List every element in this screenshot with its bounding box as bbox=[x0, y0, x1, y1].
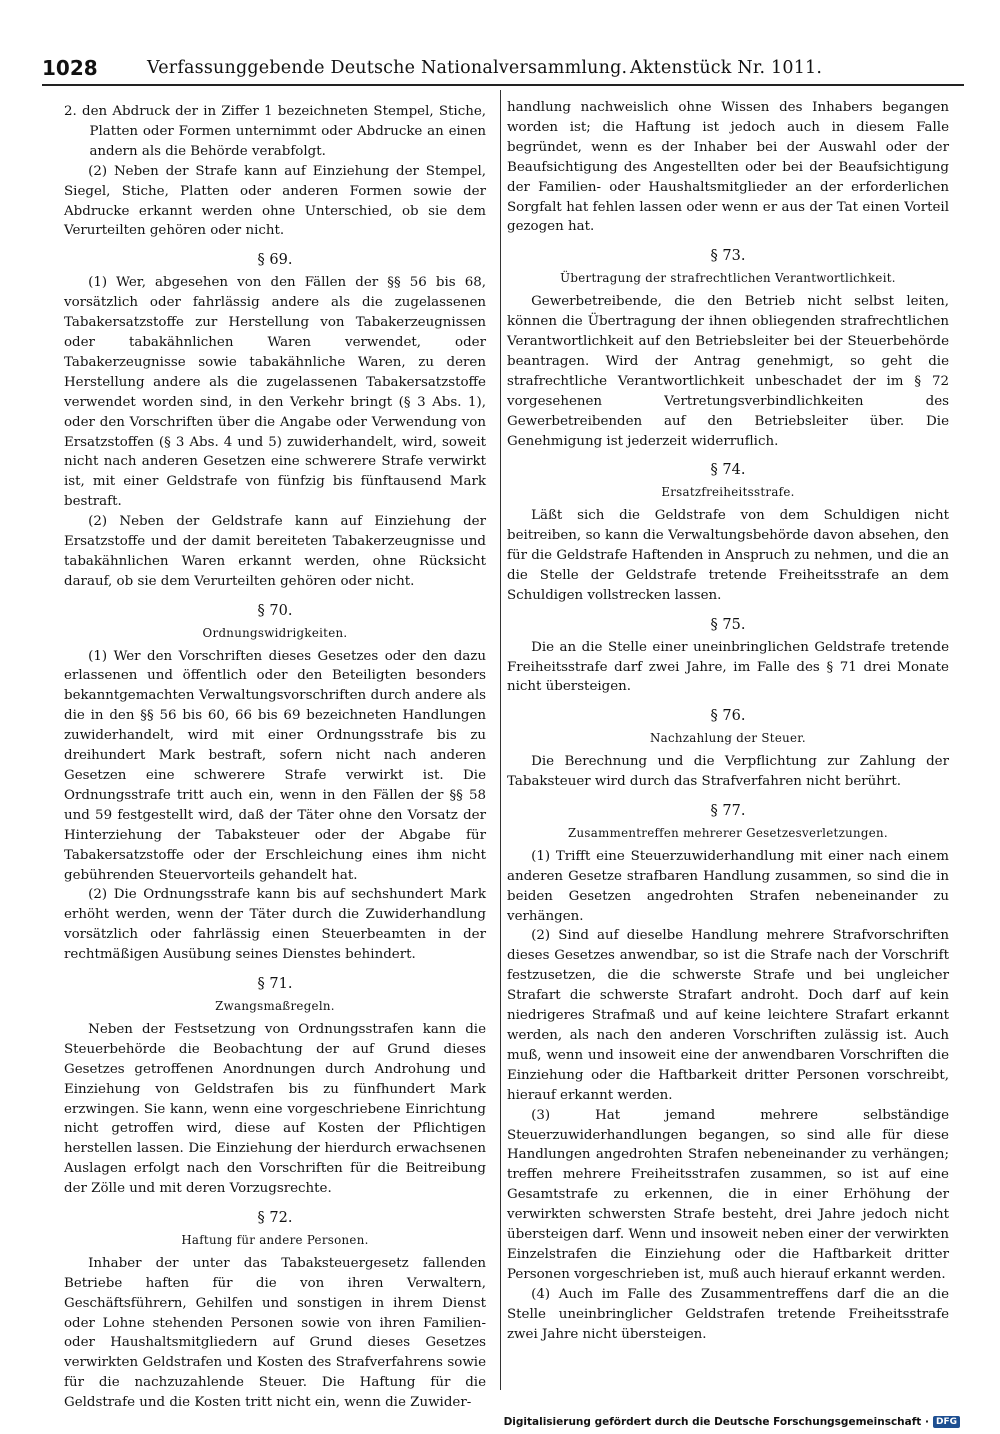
paragraph: (2) Neben der Geldstrafe kann auf Einziehung der Ersatzstoffe und der damit bereiteten Tabakerzeugnisse und tabakähnlichen Waren erkannt werden, ohne Rücksicht darauf, ob sie dem Verurteilten gehören oder nicht. bbox=[64, 514, 486, 589]
paragraph: (4) Auch im Falle des Zusammentreffens darf die an die Stelle uneinbringlicher Geldstrafen tretende Freiheitsstrafe zwei Jahre nicht übersteigen. bbox=[507, 1286, 949, 1342]
paragraph: Neben der Festsetzung von Ordnungsstrafen kann die Steuerbehörde die Beobachtung der auf Grund dieses Gesetzes getroffenen Anordnungen durch Androhung und Einziehung von Geldstrafen bis zu fünfhundert Mark erzwingen. Sie kann, wenn eine vorgeschriebene Einrichtung nicht getroffen wird, diese auf Kosten der Pflichtigen herstellen lassen. Die Einziehung der hierdurch erwachsenen Auslagen erfolgt nach den Vorschriften für die Beitreibung der Zölle und mit deren Vorzugsrechte. bbox=[64, 1021, 486, 1197]
paragraph: (1) Wer den Vorschriften dieses Gesetzes oder den dazu erlassenen und öffentlich oder den Beteiligten besonders bekanntgemachten Verwaltungsvorschriften durch andere als die in den §§ 56 bis 60, 66 bis 69 bezeichneten Handlungen zuwiderhandelt, wird mit einer Ordnungsstrafe bis zu dreihundert Mark bestraft, sofern nicht nach anderen Gesetzen eine schwerere Strafe verwirkt ist. Die Ordnungsstrafe tritt auch ein, wenn in den Fällen der §§ 58 und 59 festgestellt wird, daß der Täter ohne den Vorsatz der Hinterziehung der Tabaksteuer oder der Abgabe für Tabakersatzstoffe oder der Erschleichung eines ihm nicht gebührenden Steuervorteils gehandelt hat. bbox=[64, 648, 486, 883]
page-header bbox=[42, 50, 964, 82]
page-number: 1028 bbox=[42, 56, 98, 80]
paragraph: Läßt sich die Geldstrafe von dem Schuldigen nicht beitreiben, so kann die Verwaltungsbehörde davon absehen, den für die Geldstrafe Haftenden in Anspruch zu nehmen, und die an die Stelle der Geldstrafe tretende Freiheitsstrafe an dem Schuldigen vollstrecken lassen. bbox=[507, 508, 949, 603]
section-title: Zwangsmaßregeln. bbox=[215, 998, 335, 1013]
digitization-credit bbox=[504, 1416, 960, 1428]
section-heading: § 74. bbox=[710, 462, 746, 479]
paragraph: Die Berechnung und die Verpflichtung zur Zahlung der Tabaksteuer wird durch das Strafverfahren nicht berührt. bbox=[507, 754, 949, 790]
section-title: Ordnungswidrigkeiten. bbox=[202, 625, 348, 640]
section-heading: § 71. bbox=[257, 976, 293, 993]
paragraph: (2) Die Ordnungsstrafe kann bis auf sechshundert Mark erhöht werden, wenn der Täter durch die Zuwiderhandlung vorsätzlich oder fahrlässig einen Steuerbeamten in der rechtmäßigen Ausübung seines Dienstes behindert. bbox=[64, 887, 486, 963]
dfg-logo: DFG bbox=[933, 1416, 960, 1428]
section-heading: § 70. bbox=[257, 602, 293, 619]
section-heading: § 75. bbox=[710, 616, 746, 633]
section-heading: § 72. bbox=[257, 1210, 293, 1227]
section-title: Haftung für andere Personen. bbox=[181, 1232, 369, 1247]
paragraph: (1) Wer, abgesehen von den Fällen der §§ 56 bis 68, vorsätzlich oder fahrlässig andere als die zugelassenen Tabakersatzstoffe zur Herstellung von Tabakerzeugnissen oder tabakähnlichen Waren verwendet, oder Tabakerzeugnisse sowie tabakähnliche Waren, zu deren Herstellung andere als die zugelassenen Tabakersatzstoffe verwendet worden sind, in den Verkehr bringt (§ 3 Abs. 1), oder den Vorschriften über die Angabe oder Verwendung von Ersatzstoffen (§ 3 Abs. 4 und 5) zuwiderhandelt, wird, soweit nicht nach anderen Gesetzen eine schwerere Strafe verwirkt ist, mit einer Geldstrafe von fünfzig bis fünftausend Mark bestraft. bbox=[64, 275, 486, 510]
section-title: Zusammentreffen mehrerer Gesetzesverletzungen. bbox=[568, 825, 888, 840]
document-reference: Aktenstück Nr. 1011. bbox=[630, 58, 823, 78]
paragraph: Inhaber der unter das Tabaksteuergesetz fallenden Betriebe haften für die von ihren Verwaltern, Geschäftsführern, Gehilfen und sonstigen in ihrem Dienst oder Lohne stehenden Personen sowie von ihren Familien- oder Haushaltsmitgliedern auf Grund dieses Gesetzes verwirkten Geldstrafen und Kosten des Strafverfahrens sowie für die nachzuzahlende Steuer. Die Haftung für die Geldstrafe und die Kosten tritt nicht ein, wenn die Zuwider- bbox=[64, 1255, 486, 1411]
running-title: Verfassunggebende Deutsche Nationalversammlung. bbox=[147, 58, 628, 78]
section-heading: § 73. bbox=[710, 248, 746, 265]
section-heading: § 69. bbox=[257, 252, 293, 269]
header-rule bbox=[42, 84, 964, 86]
paragraph: handlung nachweislich ohne Wissen des Inhabers begangen worden ist; die Haftung ist jedoch auch in diesem Falle begründet, wenn es der Inhaber bei der Auswahl oder der Beaufsichtigung des Angestellten oder bei der Beaufsichtigung der Familien- oder Haushaltsmitglieder an der erforderlichen Sorgfalt hat fehlen lassen oder wenn er aus der Tat einen Vorteil gezogen hat. bbox=[507, 100, 949, 235]
paragraph: (2) Sind auf dieselbe Handlung mehrere Strafvorschriften dieses Gesetzes anwendbar, so ist die Strafe nach der Vorschrift festzusetzen, die die schwerste Strafe und bei ungleicher Strafart die schwerste Strafart androht. Doch darf auf kein niedrigeres Strafmaß und auf keine leichtere Strafart erkannt werden, als nach den anderen Vorschriften zulässig ist. Auch muß, wenn und insoweit eine der anwendbaren Vorschriften die Einziehung oder die Haftbarkeit dritter Personen vorschreibt, hierauf erkannt werden. bbox=[507, 928, 949, 1103]
page-footer bbox=[0, 1414, 1000, 1432]
paragraph: Gewerbetreibende, die den Betrieb nicht selbst leiten, können die Übertragung der ihnen obliegenden strafrechtlichen Verantwortlichkeit auf den Betriebsleiter bei der Steuerbehörde beantragen. Wird der Antrag genehmigt, so geht die strafrechtliche Verantwortlichkeit unbeschadet der im § 72 vorgesehenen Vertretungsverbindlichkeiten des Gewerbetreibenden auf den Betriebsleiter über. Die Genehmigung ist jederzeit widerruflich. bbox=[507, 294, 949, 449]
right-column bbox=[507, 98, 949, 1344]
paragraph: 2. den Abdruck der in Ziffer 1 bezeichneten Stempel, Stiche, Platten oder Formen unternimmt oder Abdrucke an einen andern als die Behörde verabfolgt. bbox=[64, 104, 486, 159]
paragraph: (3) Hat jemand mehrere selbständige Steuerzuwiderhandlungen begangen, so sind alle für diese Handlungen angedrohten Strafen nebeneinander zu verhängen; treffen mehrere Freiheitsstrafen zusammen, so ist auf eine Gesamtstrafe zu erkennen, die in einer Erhöhung der verwirkten schwersten Strafe besteht, drei Jahre jedoch nicht übersteigen darf. Wenn und insoweit neben einer der verwirkten Einzelstrafen die Einziehung oder die Haftbarkeit dritter Personen vorgeschrieben ist, muß auch hierauf erkannt werden. bbox=[507, 1107, 949, 1282]
left-column bbox=[64, 102, 486, 1413]
section-heading: § 77. bbox=[710, 803, 746, 819]
section-heading: § 76. bbox=[710, 708, 746, 725]
paragraph: (2) Neben der Strafe kann auf Einziehung der Stempel, Siegel, Stiche, Platten oder anderen Formen sowie der Abdrucke erkannt werden ohne Unterschied, ob sie dem Verurteilten gehören oder nicht. bbox=[64, 163, 486, 239]
paragraph: Die an die Stelle einer uneinbringlichen Geldstrafe tretende Freiheitsstrafe darf zwei Jahre, im Falle des § 71 drei Monate nicht übersteigen. bbox=[507, 639, 949, 695]
section-title: Nachzahlung der Steuer. bbox=[650, 731, 806, 746]
section-title: Übertragung der strafrechtlichen Verantwortlichkeit. bbox=[560, 271, 896, 286]
column-divider bbox=[500, 90, 501, 1390]
section-title: Ersatzfreiheitsstrafe. bbox=[661, 485, 795, 500]
credit-text: Digitalisierung gefördert durch die Deutsche Forschungsgemeinschaft · bbox=[503, 1416, 929, 1428]
paragraph: (1) Trifft eine Steuerzuwiderhandlung mit einer nach einem anderen Gesetze strafbaren Handlung zusammen, so sind die in beiden Gesetzen angedrohten Strafen nebeneinander zu verhängen. bbox=[507, 848, 949, 924]
